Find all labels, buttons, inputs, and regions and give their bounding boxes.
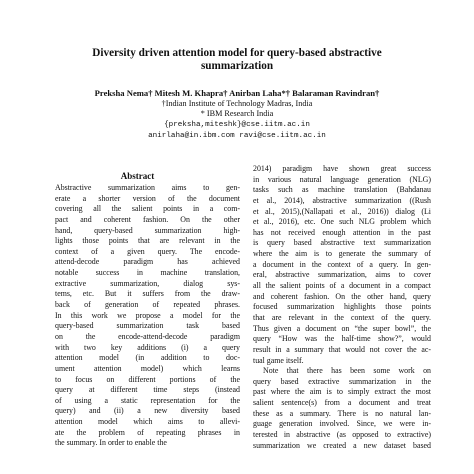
text-line: Thus given a document on “the super bowl”, the — [253, 323, 431, 333]
text-line: pact and coherent fashion. On the other — [55, 214, 240, 224]
title-line-1: Diversity driven attention model for query-based abstractive — [92, 47, 382, 59]
text-line: query) and (ii) a new diversity based — [55, 406, 240, 416]
text-line: the summary. In order to enable the — [55, 438, 167, 448]
text-line: past where the aim is to simply extract the most — [253, 387, 431, 397]
text-line: tual game itself. — [253, 355, 304, 365]
text-line: to focus on different portions of the — [55, 374, 240, 384]
text-line: guage generation involved. Since, we were in- — [253, 419, 431, 429]
introduction-body — [253, 164, 431, 451]
paper-title — [40, 47, 434, 73]
text-line: where the aim is to generate the summary of — [253, 249, 431, 259]
abstract-body — [55, 183, 240, 449]
text-line: query-based summarization task based — [55, 321, 240, 331]
author-list: Preksha Nema† Mitesh M. Khapra† Anirban Laha*† Balaraman Ravindran† — [94, 88, 380, 98]
text-line: hand, query-based summarization high- — [55, 225, 240, 235]
abstract-heading: Abstract — [120, 171, 155, 181]
text-line: tems, etc. But it suffers from the draw- — [55, 289, 240, 299]
text-line: these as a summary. There is no natural lan- — [253, 408, 431, 418]
text-line: of using a static representation for the — [55, 395, 240, 405]
text-line: et al., 2014), abstractive summarization ((Rush — [253, 195, 431, 205]
text-line: terested in abstractive (as opposed to extractive) — [253, 430, 431, 440]
text-line: salient sentence(s) from a document and treat — [253, 398, 431, 408]
text-line: query “How was the half-time show?”, would — [253, 334, 431, 344]
text-line: lights those points that are relevant in the — [55, 236, 240, 246]
text-line: attention model (in addition to doc- — [55, 353, 240, 363]
text-line: result in a summary that would not cover the ac- — [253, 344, 431, 354]
text-line: et al., 2016), etc. One such NLG problem which — [253, 217, 431, 227]
text-line: a document in the context of a query. In gen- — [253, 259, 431, 269]
text-line: eral, abstractive summarization, aims to cover — [253, 270, 431, 280]
text-line: in various natural language generation (NLG) — [253, 174, 431, 184]
text-line: notable success in machine translation, — [55, 268, 240, 278]
affiliation-iit: †Indian Institute of Technology Madras, India — [161, 99, 313, 108]
text-line: with two key additions (i) a query — [55, 342, 240, 352]
text-line: context of a given query. The encode- — [55, 246, 240, 256]
text-line: et al., 2015),(Nallapati et al., 2016)) dialog (Li — [253, 206, 431, 216]
text-line: on the encode-attend-decode paradigm — [55, 331, 240, 341]
text-line: all the salient points of a document in a compact — [253, 281, 431, 291]
text-line: Note that there has been some work on — [263, 366, 431, 376]
text-line: erate a shorter version of the document — [55, 193, 240, 203]
text-line: query based extractive summarization in the — [253, 376, 431, 386]
text-line: attend-decode paradigm has achieved — [55, 257, 240, 267]
text-line: query at different time steps (instead — [55, 385, 240, 395]
text-line: 2014) paradigm have shown great success — [253, 164, 431, 173]
text-line: extractive summarization, dialog sys- — [55, 278, 240, 288]
text-line: tasks such as machine translation (Bahdanau — [253, 185, 431, 195]
email-ibm: anirlaha@in.ibm.com ravi@cse.iitm.ac.in — [148, 132, 326, 140]
text-line: attention model which aims to allevi- — [55, 417, 240, 427]
text-line: focused summarization highlights those points — [253, 302, 431, 312]
text-line: and coherent fashion. On the other hand, query — [253, 291, 431, 301]
affiliation-ibm: * IBM Research India — [200, 109, 274, 118]
text-line: summarization we created a new dataset based — [253, 440, 431, 450]
text-line: back of generation of repeated phrases. — [55, 300, 240, 310]
text-line: ument attention model) which learns — [55, 363, 240, 373]
title-line-2: summarization — [200, 60, 274, 72]
text-line: In this work we propose a model for the — [55, 310, 240, 320]
email-iitm: {preksha,miteshk}@cse.iitm.ac.in — [164, 121, 310, 129]
text-line: covering all the salient points in a com- — [55, 204, 240, 214]
text-line: ate the problem of repeating phrases in — [55, 427, 240, 437]
text-line: Abstractive summarization aims to gen- — [55, 183, 240, 192]
text-line: has not received enough attention in the past — [253, 227, 431, 237]
text-line: is query based abstractive text summarization — [253, 238, 431, 248]
text-line: that are relevant in the context of the query. — [253, 312, 431, 322]
